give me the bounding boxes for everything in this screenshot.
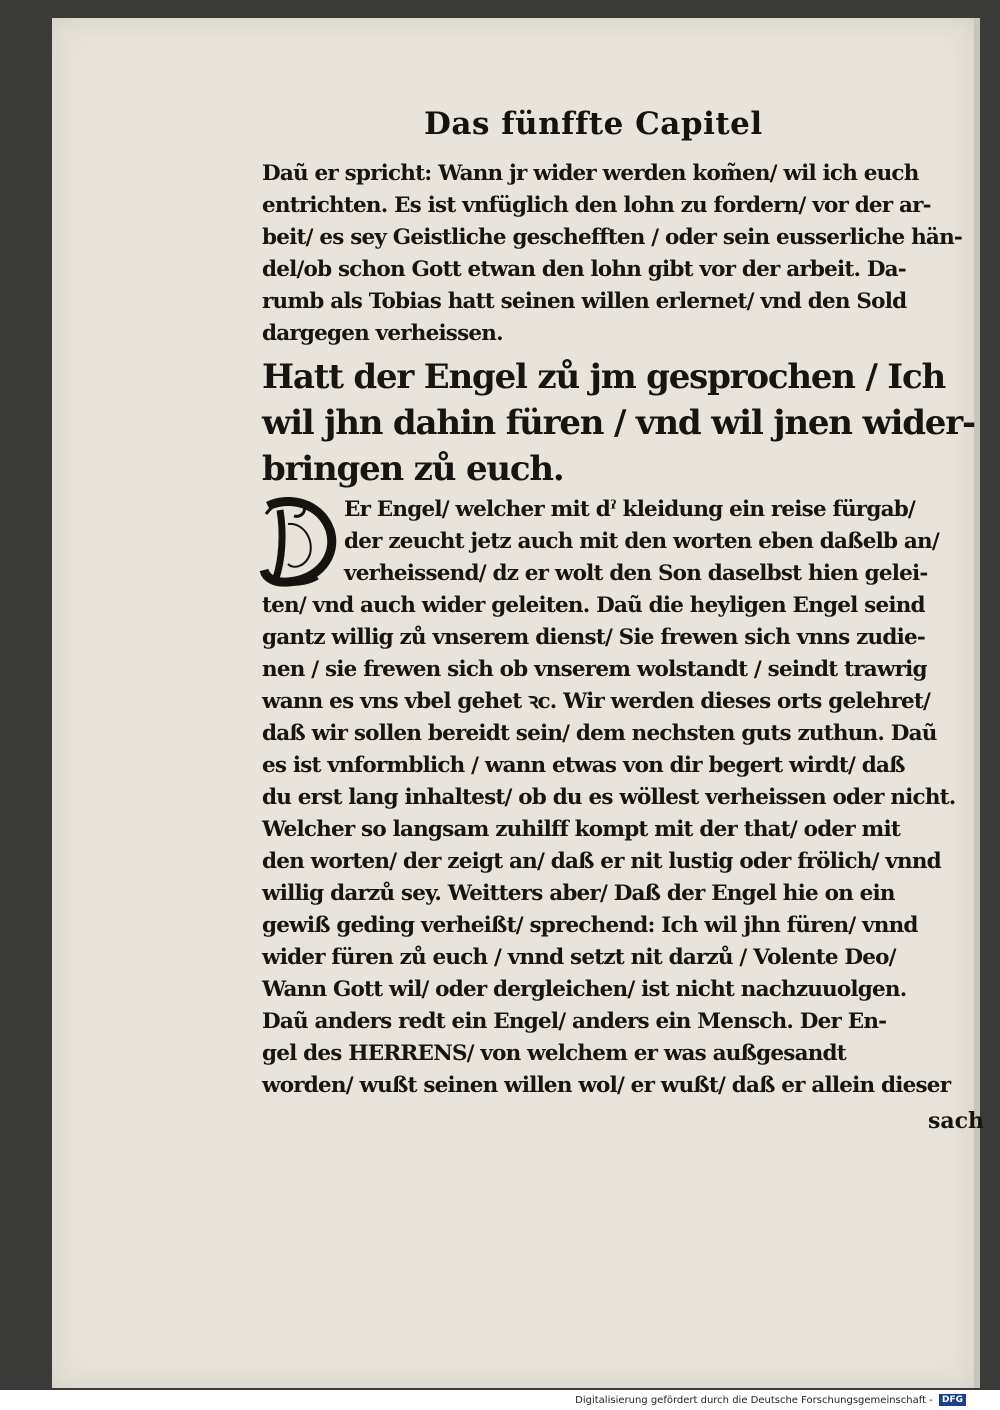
text-line: ten/ vnd auch wider geleiten. Daũ die heyligen Engel seind — [262, 593, 925, 618]
text-line: wann es vns vbel gehet ꝛc. Wir werden dieses orts gelehret/ — [262, 689, 931, 714]
text-line: willig darzů sey. Weitters aber/ Daß der Engel hie on ein — [262, 881, 895, 906]
text-line: du erst lang inhaltest/ ob du es wöllest verheissen oder nicht. — [262, 785, 956, 810]
heading-line: Hatt der Engel zů jm gesprochen / Ich — [262, 357, 946, 397]
heading-line: wil jhn dahin füren / vnd wil jnen wider- — [262, 403, 975, 443]
paragraph-1 — [262, 158, 982, 350]
text-line: Wann Gott wil/ oder dergleichen/ ist nicht nachzuuolgen. — [262, 977, 907, 1002]
digitization-credit — [575, 1394, 966, 1406]
paragraph-2 — [262, 494, 982, 1102]
text-line: beit/ es sey Geistliche geschefften / oder sein eusserliche hän- — [262, 225, 963, 250]
text-line: verheissend/ dz er wolt den Son daselbst hien gelei- — [344, 561, 928, 586]
text-line: gel des HERRENS/ von welchem er was außgesandt — [262, 1041, 846, 1066]
text-line: es ist vnformblich / wann etwas von dir begert wirdt/ daß — [262, 753, 905, 778]
text-line: Er Engel/ welcher mit dˀ kleidung ein reise fürgab/ — [344, 497, 915, 522]
catchword: sach — [928, 1108, 985, 1134]
text-line: daß wir sollen bereidt sein/ dem nechsten guts zuthun. Daũ — [262, 721, 937, 746]
text-line: gewiß geding verheißt/ sprechend: Ich wil jhn füren/ vnnd — [262, 913, 918, 938]
section-heading — [262, 354, 982, 492]
text-line: dargegen verheissen. — [262, 321, 503, 346]
text-line: den worten/ der zeigt an/ daß er nit lustig oder frölich/ vnnd — [262, 849, 941, 874]
text-line: entrichten. Es ist vnfüglich den lohn zu fordern/ vor der ar- — [262, 193, 931, 218]
text-line: Daũ anders redt ein Engel/ anders ein Mensch. Der En- — [262, 1009, 887, 1034]
text-line: Daũ er spricht: Wann jr wider werden kom̃en/ wil ich euch — [262, 161, 919, 186]
credit-text: Digitalisierung gefördert durch die Deutsche Forschungsgemeinschaft - — [575, 1395, 933, 1406]
text-line: der zeucht jetz auch mit den worten eben daßelb an/ — [344, 529, 939, 554]
text-line: worden/ wußt seinen willen wol/ er wußt/ daß er allein dieser — [262, 1073, 951, 1098]
dfg-logo: DFG — [939, 1394, 966, 1406]
text-line: rumb als Tobias hatt seinen willen erlernet/ vnd den Sold — [262, 289, 907, 314]
text-line: gantz willig zů vnserem dienst/ Sie frewen sich vnns zudie- — [262, 625, 925, 650]
running-head: Das fünffte Capitel — [424, 106, 763, 142]
text-block — [262, 158, 982, 1102]
text-line: nen / sie frewen sich ob vnserem wolstandt / seindt trawrig — [262, 657, 927, 682]
text-line: del/ob schon Gott etwan den lohn gibt vor der arbeit. Da- — [262, 257, 906, 282]
decorated-initial-d — [258, 494, 340, 588]
heading-line: bringen zů euch. — [262, 449, 564, 489]
book-page — [52, 18, 985, 1388]
text-line: Welcher so langsam zuhilff kompt mit der that/ oder mit — [262, 817, 900, 842]
text-line: wider füren zů euch / vnnd setzt nit darzů / Volente Deo/ — [262, 945, 896, 970]
